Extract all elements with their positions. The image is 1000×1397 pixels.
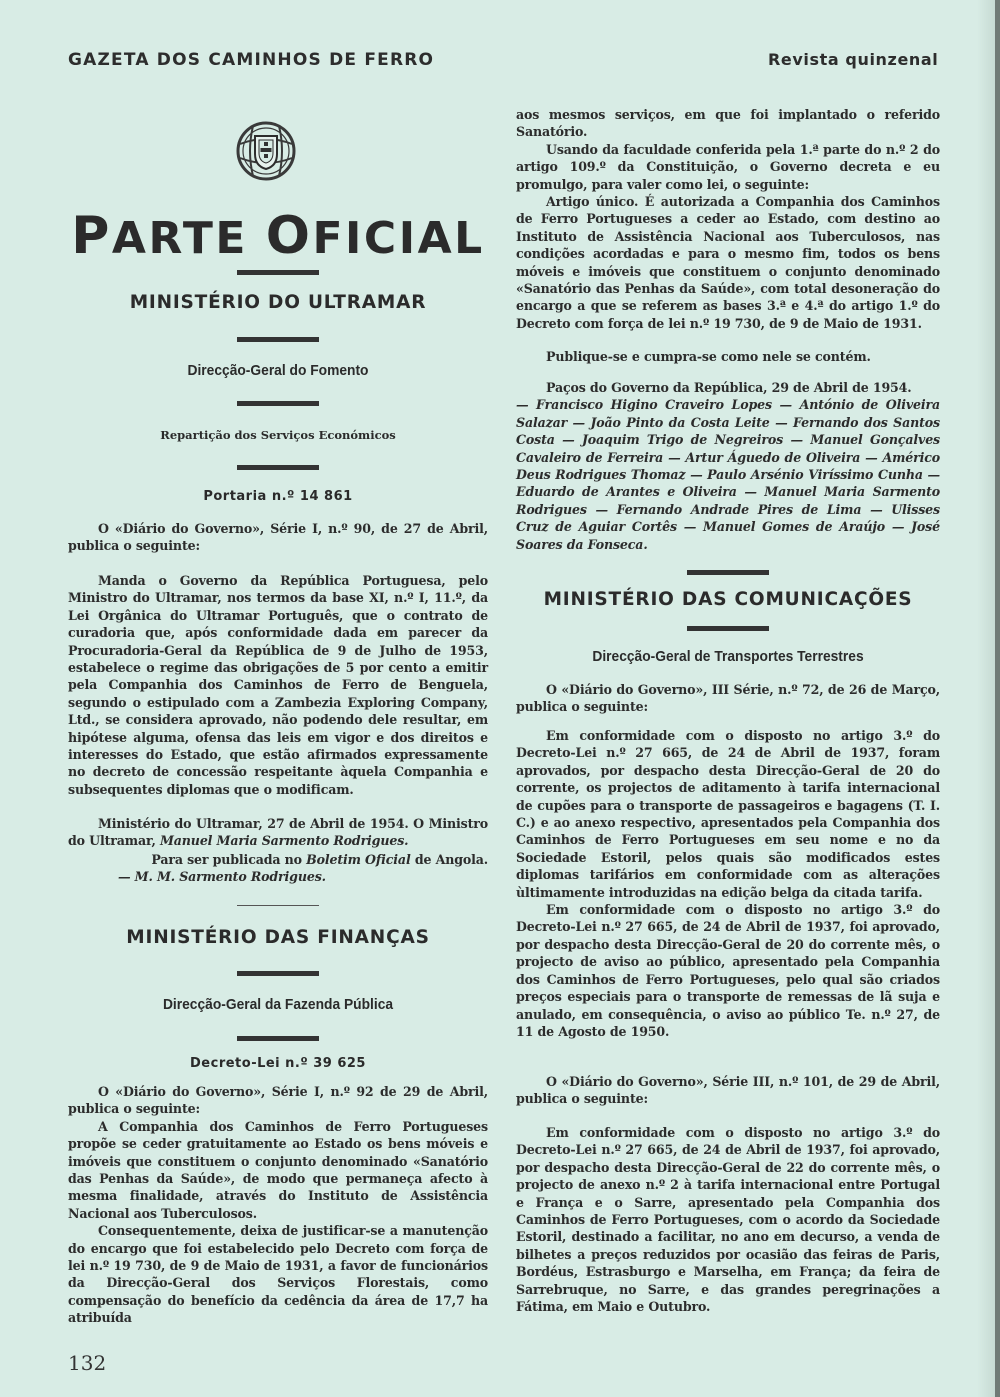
publish-boletim: Boletim Oficial [306, 852, 411, 867]
divider-rule [237, 465, 319, 470]
portaria-intro: O «Diário do Governo», Série I, n.º 90, de 27 de Abril, publica o seguinte: [68, 521, 488, 554]
comunicacoes-paragraph-1: Em conformidade com o disposto no artigo 3.º do Decreto-Lei n.º 27 665, de 24 de Abril de 1937, foram aprovados, por despacho desta Direcção-Geral de 20 do corrente, os projectos de aditamento à tarifa internacional de cupões para o transporte de passageiros e bagagens (T. I. C.) e ao anexo respectivo, apresentados pela Companhia dos Caminhos de Ferro Portugueses em seu nome e no da Sociedade Estoril, pelos quais são modificados estes diplomas tarifários em conformidade com as alterações ùltimamente introduzidas na edição belga da citada tarifa. [516, 728, 940, 900]
publique-se: Publique-se e cumpra-se como nele se contém. [546, 349, 871, 364]
direccao-fomento-heading: Direcção-Geral do Fomento [187, 362, 369, 379]
portaria-heading: Portaria n.º 14 861 [203, 489, 353, 504]
divider-rule [237, 401, 319, 406]
ministry-financas-heading: MINISTÉRIO DAS FINANÇAS [126, 927, 430, 948]
running-header-tagline: Revista quinzenal [768, 50, 939, 69]
running-header-title: GAZETA DOS CAMINHOS DE FERRO [68, 50, 435, 70]
title-cap-o: O [265, 206, 313, 266]
portuguese-coat-of-arms-icon [235, 120, 297, 182]
decreto-continued-1: aos mesmos serviços, em que foi implantado o referido Sanatório. [516, 107, 940, 140]
page-number: 132 [68, 1351, 107, 1375]
ministry-comunicacoes-heading: MINISTÉRIO DAS COMUNICAÇÕES [543, 589, 913, 610]
decreto-paragraph-1: A Companhia dos Caminhos de Ferro Portugueses propõe se ceder gratuitamente ao Estado os bens móveis e imóveis que constituem o conjunto denominado «Sanatório das Penhas da Saúde», de modo que permaneça afecto à mesma finalidade, através do Instituto de Assistência Nacional aos Tuberculosos. [68, 1118, 488, 1221]
portaria-signature [68, 815, 488, 850]
parte-oficial-title [68, 206, 488, 266]
decreto-paragraph-2: Consequentemente, deixa de justificar-se a manutenção do encargo que foi estabelecido pelo Decreto com força de lei n.º 19 730, de 9 de Maio de 1931, a favor de funcionários da Direcção-Geral dos Serviços Florestais, como compensação do benefício da cedência da área de 17,7 ha atribuída [68, 1223, 488, 1326]
title-word-parte: ARTE [111, 213, 248, 264]
decreto-heading: Decreto-Lei n.º 39 625 [190, 1056, 366, 1071]
title-word-oficial: FICIAL [312, 213, 485, 264]
divider-rule [237, 971, 319, 976]
reparticao-heading: Repartição dos Serviços Económicos [160, 428, 396, 442]
divider-rule [687, 626, 769, 631]
publish-text-1: Para ser publicada no [151, 852, 307, 867]
decreto-continued-2: Usando da faculdade conferida pela 1.ª parte do n.º 2 do artigo 109.º da Constituição, o Governo decreta e eu promulgo, para valer como lei, o seguinte: [516, 141, 940, 192]
portaria-body: Manda o Governo da República Portuguesa, pelo Ministro do Ultramar, nos termos da base XI, n.º I, 11.º, da Lei Orgânica do Ultramar Português, que o contrato de curadoria que, após conformidade dada em parecer da Procuradoria-Geral da República de 9 de Julho de 1953, estabelece o regime das obrigações de 5 por cento a emitir pela Companhia dos Caminhos de Ferro de Benguela, segundo o estipulado com a Zambezia Exploring Company, Ltd., se considera aprovado, não podendo dele resultar, em hipótese alguma, ofensa das leis em vigor e dos direitos e interesses do Estado, que estão afirmados expressamente no decreto de concessão respeitante àquela Companhia e subsequentes diplomas que o modificam. [68, 573, 488, 797]
section-separator [237, 905, 319, 906]
publish-text-2: de Angola. [410, 852, 488, 867]
pacos-do-governo: Paços do Governo da República, 29 de Abril de 1954. [546, 380, 912, 395]
page-edge [995, 0, 1000, 1397]
title-cap-p: P [71, 206, 112, 266]
portaria-sign-text: Ministério do Ultramar, 27 de Abril de 1954. O Ministro do Ultramar, [68, 816, 488, 849]
comunicacoes-intro-1: O «Diário do Governo», III Série, n.º 72, de 26 de Março, publica o seguinte: [516, 682, 940, 715]
comunicacoes-paragraph-2: Em conformidade com o disposto no artigo 3.º do Decreto-Lei n.º 27 665, de 24 de Abril de 1937, foi aprovado, por despacho desta Direcção-Geral de 20 do corrente mês, o projecto de aviso ao público, apresentado pela Companhia dos Caminhos de Ferro Portugueses, pelo qual são criados preços especiais para o transporte de remessas de lã suja e anulado, em consequência, o aviso ao público Te. n.º 27, de 11 de Agosto de 1950. [516, 902, 940, 1039]
publish-note [68, 851, 488, 868]
ministry-ultramar-heading: MINISTÉRIO DO ULTRAMAR [129, 292, 427, 313]
divider-rule [237, 1036, 319, 1041]
direccao-transportes-heading: Direcção-Geral de Transportes Terrestres [592, 648, 864, 665]
signatories: — Francisco Higino Craveiro Lopes — António de Oliveira Salazar — João Pinto da Costa Leite — Fernando dos Santos Costa — Joaquim Trigo de Negreiros — Manuel Gonçalves Cavaleiro de Ferreira — Artur Águedo de Oliveira — Américo Deus Rodrigues Thomaz — Paulo Arsénio Viríssimo Cunha — Eduardo de Arantes e Oliveira — Manuel Maria Sarmento Rodrigues — Fernando Andrade Pires de Lima — Ulisses Cruz de Aguiar Cortês — Manuel Gomes de Araújo — José Soares da Fonseca. [516, 397, 940, 552]
direccao-fazenda-heading: Direcção-Geral da Fazenda Pública [162, 996, 394, 1013]
portaria-sign-name: Manuel Maria Sarmento Rodrigues. [160, 833, 409, 849]
divider-rule [237, 270, 319, 275]
page-shadow [977, 0, 995, 1397]
divider-rule [237, 337, 319, 342]
comunicacoes-paragraph-3: Em conformidade com o disposto no artigo 3.º do Decreto-Lei n.º 27 665, de 24 de Abril de 1937, foi aprovado, por despacho desta Direcção-Geral de 22 do corrente mês, o projecto de anexo n.º 2 à tarifa internacional entre Portugal e França e o Sarre, apresentado pela Companhia dos Caminhos de Ferro Portugueses, com o acordo da Sociedade Estoril, destinado a facilitar, no ano em decurso, a venda de bilhetes a preços reduzidos por ocasião das feiras de Paris, Bordéus, Estrasburgo e Marselha, em França; da feira de Sarrebruque, no Sarre, e das grandes peregrinações a Fátima, em Maio e Outubro. [516, 1125, 940, 1315]
publish-signature: — M. M. Sarmento Rodrigues. [118, 869, 326, 885]
decreto-intro: O «Diário do Governo», Série I, n.º 92 de 29 de Abril, publica o seguinte: [68, 1084, 488, 1117]
divider-rule [687, 570, 769, 575]
artigo-unico: Artigo único. É autorizada a Companhia dos Caminhos de Ferro Portugueses a ceder ao Estado, com destino ao Instituto de Assistência Nacional aos Tuberculosos, nas condições acordadas e para o mesmo fim, todos os bens móveis e imóveis que constituem o conjunto denominado «Sanatório das Penhas da Saúde», com total desoneração do encargo a que se referem as bases 3.ª e 4.ª do artigo 1.º do Decreto com força de lei n.º 19 730, de 9 de Maio de 1931. [516, 194, 940, 331]
comunicacoes-intro-2: O «Diário do Governo», Série III, n.º 101, de 29 de Abril, publica o seguinte: [516, 1074, 940, 1107]
